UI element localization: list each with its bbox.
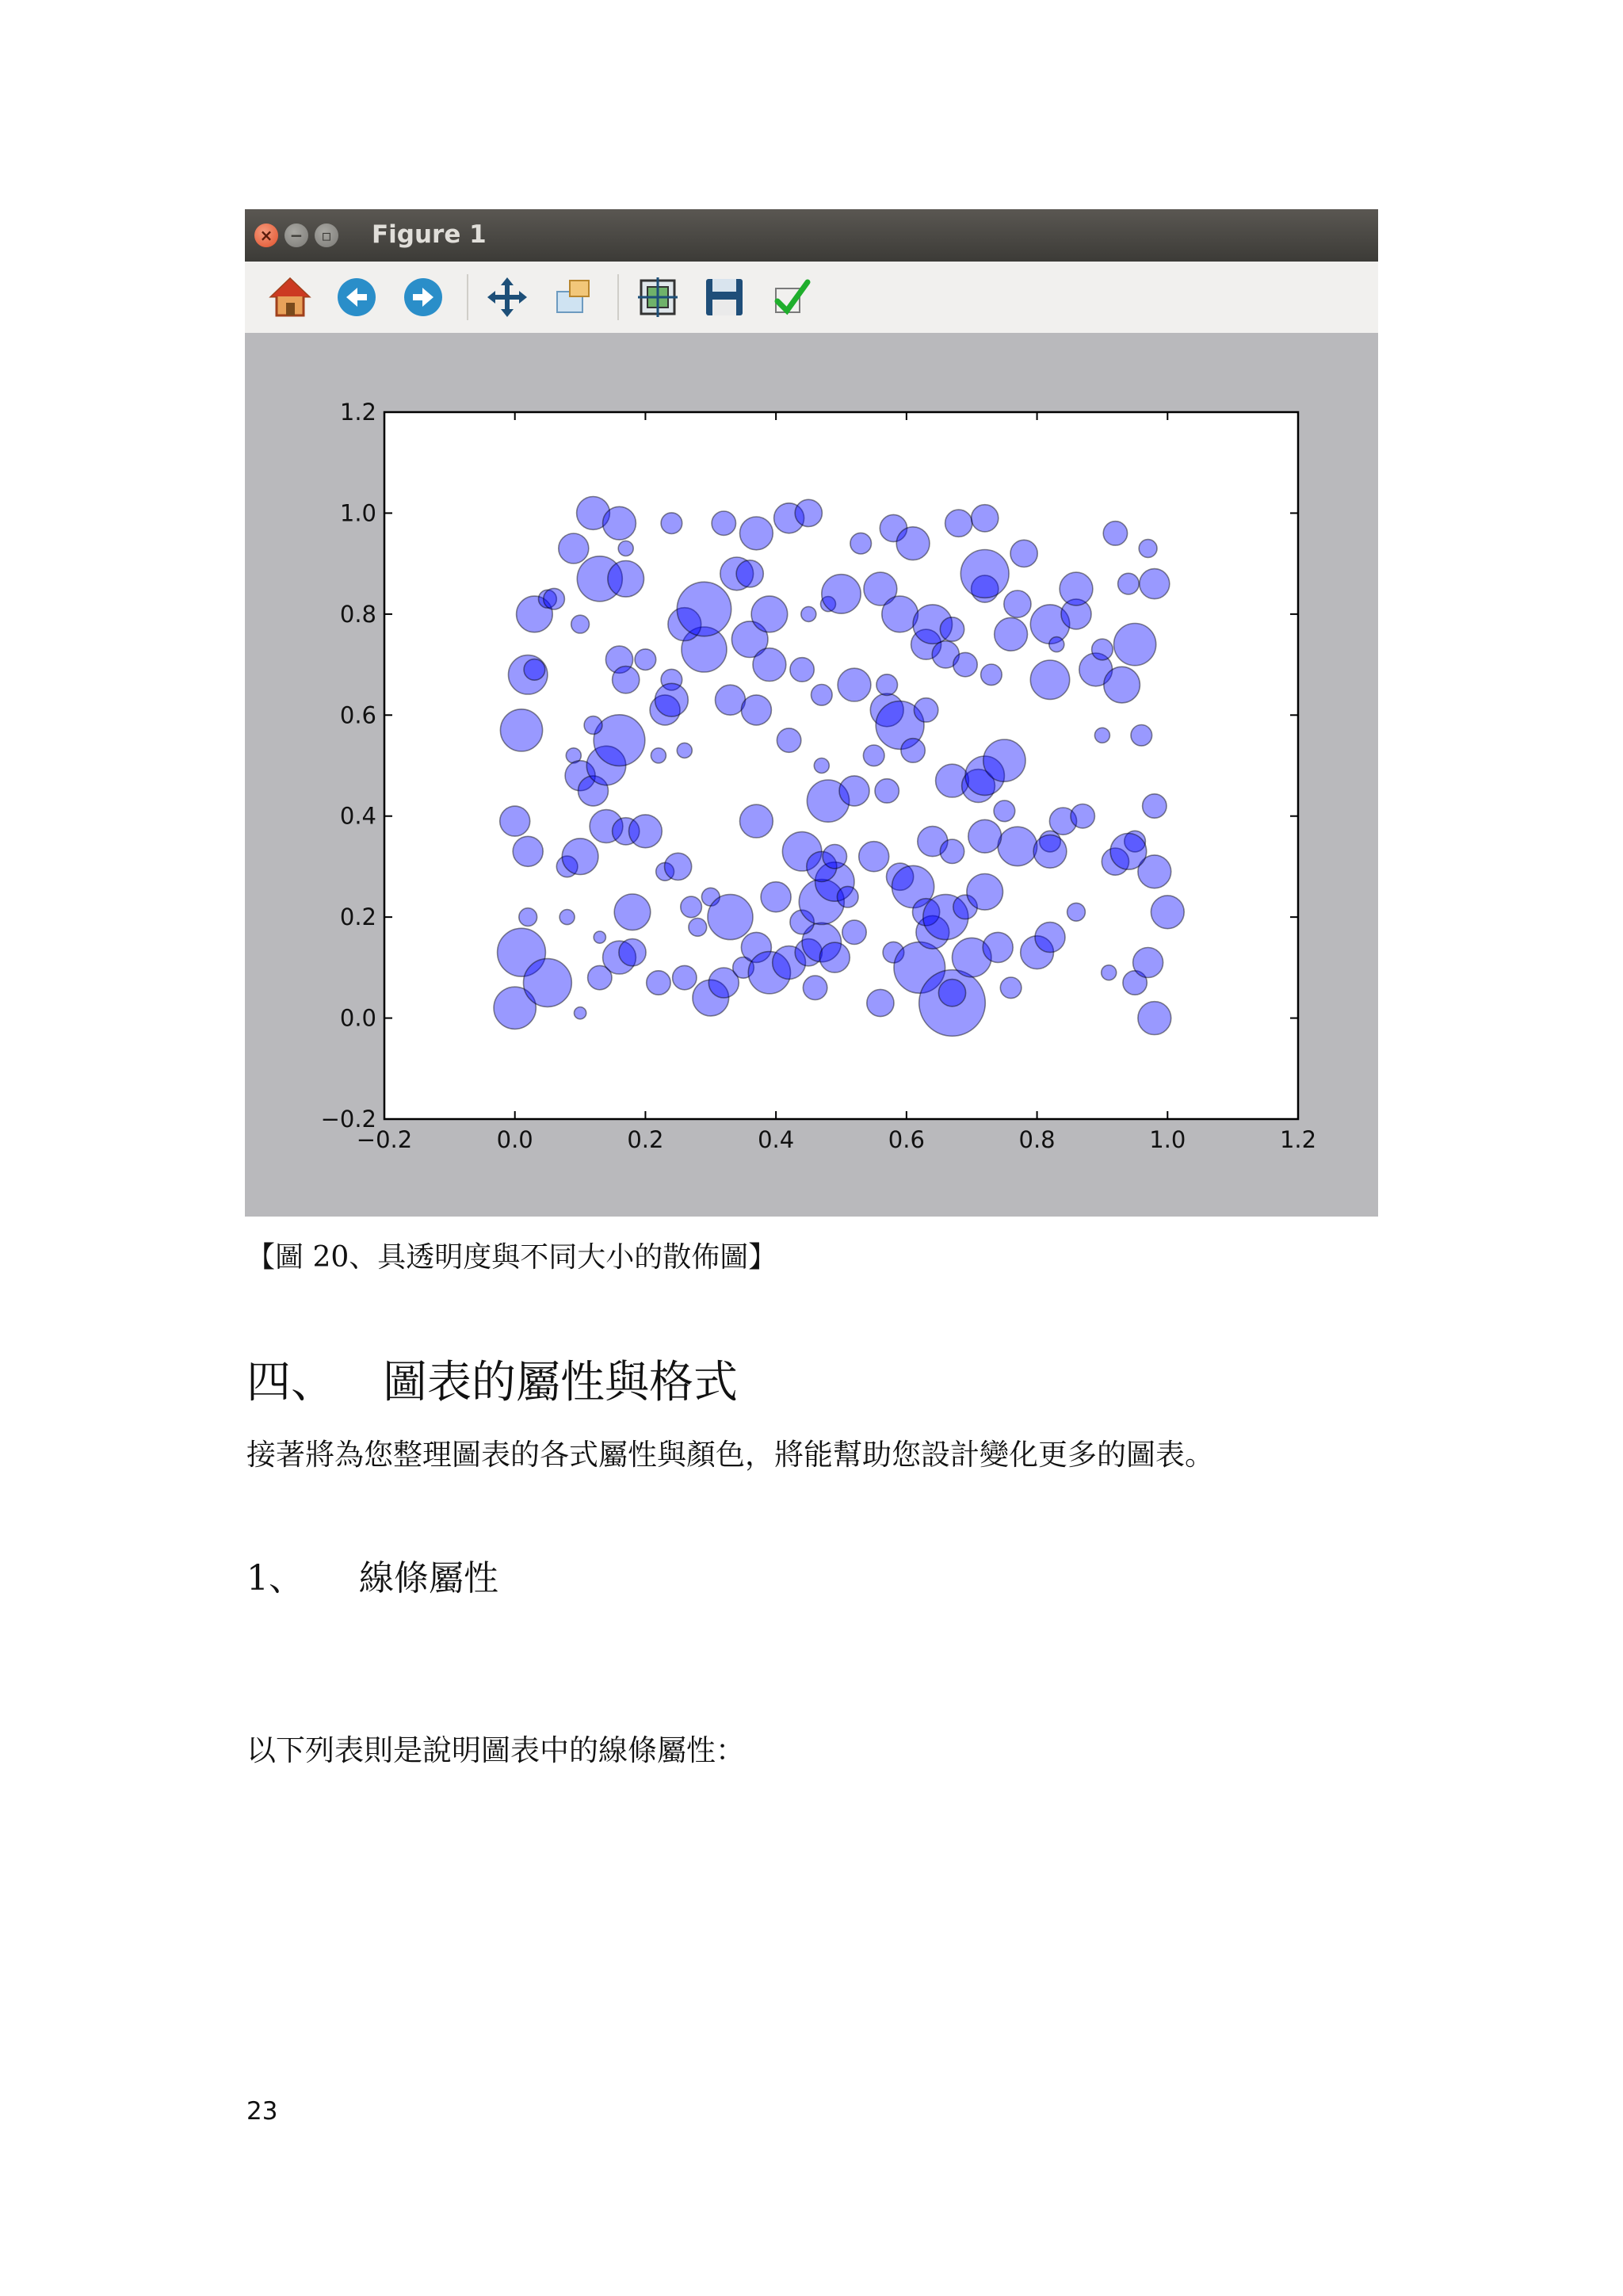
forward-icon[interactable] xyxy=(400,274,446,320)
page-number: 23 xyxy=(246,2097,278,2126)
section-title: 圖表的屬性與格式 xyxy=(383,1357,738,1408)
scatter-point xyxy=(1010,540,1037,567)
scatter-point xyxy=(712,511,735,535)
scatter-point xyxy=(967,874,1003,911)
scatter-point xyxy=(544,588,565,609)
scatter-point xyxy=(837,886,858,907)
scatter-point xyxy=(777,728,800,752)
subsection-number: 1、 xyxy=(246,1558,304,1599)
scatter-point xyxy=(896,527,930,560)
scatter-point xyxy=(1104,667,1140,703)
scatter-point xyxy=(651,748,666,763)
scatter-point xyxy=(938,980,965,1007)
table-intro-text: 以下列表則是說明圖表中的線條屬性： xyxy=(246,1733,745,1767)
scatter-point xyxy=(629,815,663,848)
scatter-point xyxy=(677,743,692,758)
window-title: Figure 1 xyxy=(372,220,487,249)
scatter-point xyxy=(562,839,598,875)
scatter-point xyxy=(814,758,829,774)
scatter-point xyxy=(689,919,707,937)
scatter-point xyxy=(1102,965,1117,980)
scatter-point xyxy=(1140,569,1170,599)
configure-subplots-icon[interactable] xyxy=(635,274,681,320)
scatter-point xyxy=(613,667,640,693)
scatter-point xyxy=(1118,573,1140,594)
scatter-point xyxy=(524,659,545,681)
scatter-point xyxy=(968,819,1002,853)
scatter-point xyxy=(619,939,646,966)
scatter-point xyxy=(1004,590,1031,617)
scatter-point xyxy=(1114,624,1156,666)
scatter-point xyxy=(1060,572,1093,606)
scatter-point xyxy=(584,716,602,735)
scatter-point xyxy=(839,776,869,806)
y-tick-label: 0.0 xyxy=(339,1004,376,1032)
subsection-heading xyxy=(246,1549,498,1600)
scatter-point xyxy=(940,617,964,641)
section-heading xyxy=(246,1347,738,1411)
scatter-point xyxy=(953,652,977,676)
scatter-point xyxy=(850,533,872,554)
scatter-point xyxy=(1049,637,1064,652)
scatter-point xyxy=(1030,660,1069,699)
figure-caption: 【圖 20、具透明度與不同大小的散佈圖】 xyxy=(246,1241,777,1274)
scatter-point xyxy=(677,582,731,636)
scatter-point xyxy=(790,658,814,682)
save-icon[interactable] xyxy=(701,274,747,320)
scatter-point xyxy=(1033,835,1067,868)
scatter-point xyxy=(740,517,773,550)
scatter-point xyxy=(708,895,753,940)
scatter-point xyxy=(635,649,656,670)
zoom-icon[interactable] xyxy=(551,274,597,320)
scatter-point xyxy=(981,664,1002,686)
scatter-point xyxy=(559,910,575,925)
x-tick-label: 1.0 xyxy=(1149,1126,1186,1153)
scatter-point xyxy=(863,745,884,766)
scatter-point xyxy=(901,739,925,762)
x-tick-label: −0.2 xyxy=(356,1126,413,1153)
scatter-point xyxy=(1110,834,1147,870)
y-tick-label: −0.2 xyxy=(320,1106,376,1133)
scatter-point xyxy=(940,839,964,863)
intro-paragraph: 接著將為您整理圖表的各式屬性與顏色，將能幫助您設計變化更多的圖表。 xyxy=(246,1438,1214,1472)
scatter-point xyxy=(1103,521,1127,545)
scatter-point xyxy=(960,550,1009,598)
matplotlib-figure-window xyxy=(245,209,1378,1217)
close-button[interactable]: × xyxy=(254,223,278,247)
scatter-point xyxy=(972,505,999,532)
scatter-point xyxy=(995,617,1028,651)
scatter-point xyxy=(594,931,605,943)
scatter-point xyxy=(761,882,791,912)
toolbar-separator xyxy=(617,274,619,320)
x-tick-label: 0.2 xyxy=(627,1126,664,1153)
scatter-point xyxy=(603,506,636,540)
scatter-point xyxy=(867,989,894,1016)
home-icon[interactable] xyxy=(267,274,313,320)
scatter-point xyxy=(673,965,697,989)
scatter-point xyxy=(822,575,861,613)
toolbar-separator xyxy=(467,274,468,320)
scatter-point xyxy=(1139,540,1157,558)
scatter-point xyxy=(812,685,833,706)
x-tick-label: 1.2 xyxy=(1279,1126,1317,1153)
scatter-point xyxy=(1131,725,1152,747)
scatter-point xyxy=(823,845,846,869)
scatter-point xyxy=(575,1007,586,1019)
scatter-point xyxy=(875,779,899,803)
y-tick-label: 0.4 xyxy=(339,802,376,830)
maximize-button[interactable]: ▫ xyxy=(315,223,338,247)
scatter-point xyxy=(751,596,788,632)
scatter-point xyxy=(1067,903,1086,921)
scatter-point xyxy=(1071,804,1094,828)
scatter-point xyxy=(741,695,771,725)
y-tick-label: 0.2 xyxy=(339,904,376,931)
y-tick-label: 1.0 xyxy=(339,499,376,527)
x-tick-label: 0.4 xyxy=(758,1126,795,1153)
window-titlebar xyxy=(245,209,1378,262)
scatter-point xyxy=(998,827,1037,865)
scatter-point xyxy=(983,739,1025,781)
scatter-point xyxy=(1151,896,1184,929)
x-tick-label: 0.0 xyxy=(496,1126,533,1153)
back-icon[interactable] xyxy=(334,274,380,320)
scatter-point xyxy=(740,804,773,838)
scatter-point xyxy=(842,920,866,944)
scatter-point xyxy=(838,668,871,701)
scatter-point xyxy=(571,615,590,633)
scatter-point xyxy=(1138,1002,1171,1035)
scatter-point xyxy=(1143,794,1167,818)
section-number: 四、 xyxy=(246,1357,335,1408)
scatter-point xyxy=(994,800,1015,822)
scatter-point xyxy=(614,894,651,930)
subsection-title: 線條屬性 xyxy=(359,1558,498,1599)
scatter-point xyxy=(1000,977,1022,999)
x-tick-label: 0.6 xyxy=(888,1126,925,1153)
pan-icon[interactable] xyxy=(484,274,530,320)
scatter-point xyxy=(876,674,898,696)
scatter-point xyxy=(803,976,827,999)
scatter-point xyxy=(914,698,938,722)
scatter-point xyxy=(1133,948,1163,978)
scatter-point xyxy=(618,541,633,556)
scatter-point xyxy=(665,853,692,880)
scatter-point xyxy=(753,648,786,682)
scatter-point xyxy=(519,908,537,926)
scatter-point xyxy=(859,842,889,872)
scatter-point xyxy=(1035,923,1065,953)
scatter-point xyxy=(513,836,543,866)
minimize-button[interactable]: − xyxy=(285,223,308,247)
edit-check-icon[interactable] xyxy=(768,274,814,320)
scatter-point xyxy=(801,606,816,621)
navigation-toolbar xyxy=(245,262,1378,334)
scatter-point xyxy=(661,513,682,534)
scatter-point xyxy=(500,806,530,836)
y-tick-label: 1.2 xyxy=(339,399,376,426)
scatter-point xyxy=(819,942,850,972)
y-tick-label: 0.8 xyxy=(339,600,376,628)
scatter-point xyxy=(655,683,689,716)
scatter-point xyxy=(983,932,1013,962)
y-tick-label: 0.6 xyxy=(339,701,376,729)
scatter-point xyxy=(647,971,670,995)
scatter-point xyxy=(681,896,702,918)
scatter-point xyxy=(736,560,763,587)
scatter-point xyxy=(500,709,542,751)
scatter-point xyxy=(524,959,572,1007)
scatter-point xyxy=(1094,728,1109,743)
scatter-point xyxy=(945,510,972,537)
scatter-point xyxy=(1092,639,1113,660)
scatter-point xyxy=(608,561,644,598)
scatter-point xyxy=(559,533,589,563)
x-tick-label: 0.8 xyxy=(1018,1126,1056,1153)
scatter-point xyxy=(795,499,822,526)
scatter-plot xyxy=(245,333,1378,1217)
